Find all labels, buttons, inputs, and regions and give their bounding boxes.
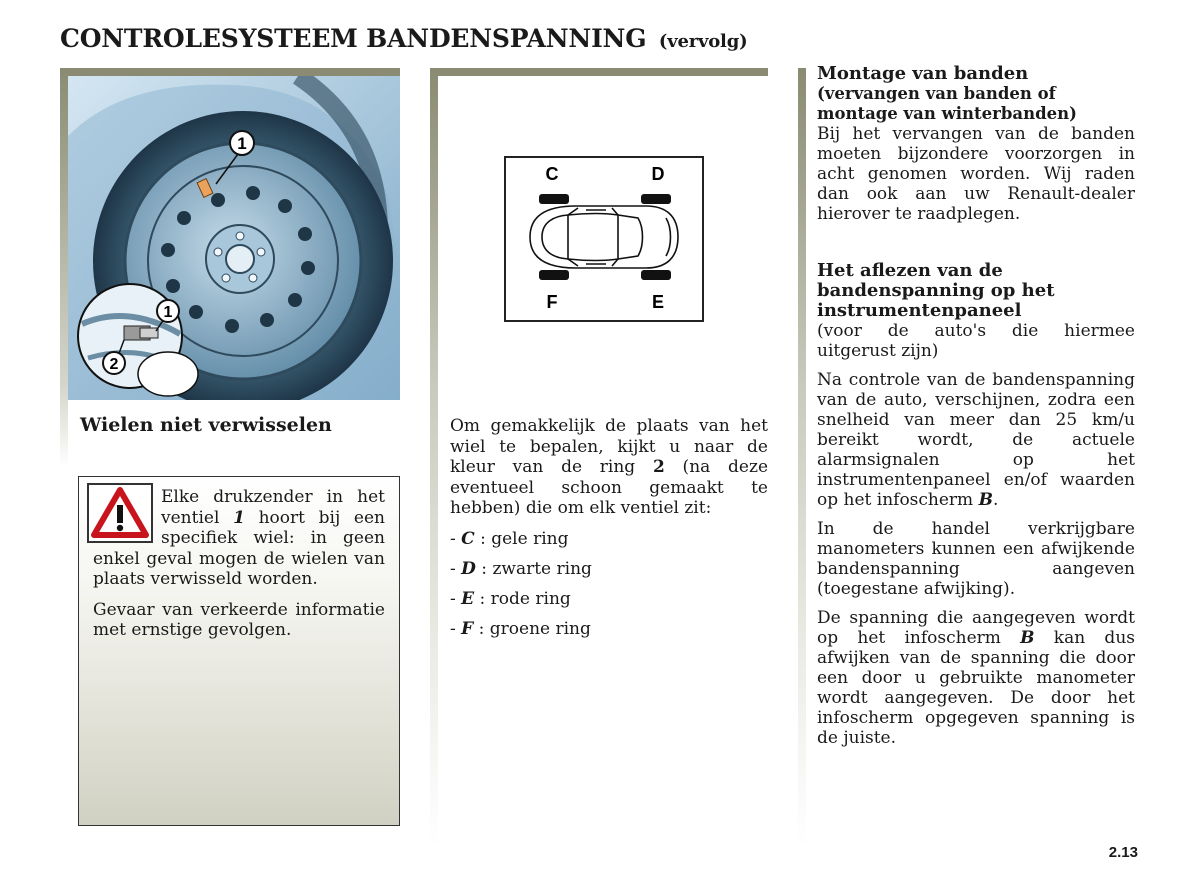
warning-paragraph-2: Gevaar van verkeerde informatie met ernstige gevolgen.	[93, 599, 385, 640]
list-item: - D : zwarte ring	[450, 558, 592, 579]
column1-side-rule	[60, 68, 68, 468]
tire-e	[641, 270, 671, 280]
ring-intro-text: Om gemakkelijk de plaats van het wiel te bepalen, kijkt u naar de kleur van de ring 2 (na deze eventueel schoon gemaakt te hebben) die om elk ventiel zit:	[450, 416, 768, 518]
tire-label-d: D	[651, 164, 665, 184]
column1-top-rule	[60, 68, 400, 76]
pressure-paragraph-2: In de handel verkrijgbare manometers kunnen een afwijkende bandenspanning aangeven (toegestane afwijking).	[817, 519, 1135, 599]
tire-c	[539, 194, 569, 204]
page-number: 2.13	[1108, 844, 1138, 861]
section-title-tire-mounting: Montage van banden	[817, 63, 1029, 84]
warning-text	[93, 487, 385, 651]
list-item: - E : rode ring	[450, 588, 571, 609]
inset-callout-1: 1	[163, 304, 173, 321]
section-note-pressure-reading: (voor de auto's die hiermee uitgerust zijn)	[817, 321, 1135, 361]
warning-box	[78, 476, 400, 826]
column3-side-rule	[798, 68, 806, 848]
car-top-view-icon	[530, 206, 678, 268]
page-title-subtitle: (vervolg)	[658, 31, 748, 52]
pressure-paragraph-3: De spanning die aangegeven wordt op het infoscherm B kan dus afwijken van de spanning die door een door u gebruikte manometer wordt aangegeven. De door het infoscherm opgegeven spanning is de juiste.	[817, 608, 1135, 748]
column3-text	[817, 64, 1135, 757]
tire-label-f: F	[546, 292, 558, 312]
tire-position-diagram	[504, 156, 704, 322]
column2-side-rule	[430, 68, 438, 848]
tire-label-c: C	[545, 164, 559, 184]
tire-f	[539, 270, 569, 280]
photo-callout-1: 1	[237, 134, 247, 153]
list-item: - F : groene ring	[450, 618, 591, 639]
warning-paragraph-1: Elke drukzender in het ventiel 1 hoort bij een specifiek wiel: in geen enkel geval mogen de wielen van plaats verwisseld worden.	[93, 487, 385, 589]
tire-d	[641, 194, 671, 204]
tire-label-e: E	[651, 292, 665, 312]
page-title	[60, 24, 747, 53]
section-title-pressure-reading: Het aflezen van de bandenspanning op het instrumentenpaneel	[817, 260, 1055, 321]
section-body-tire-mounting: Bij het vervangen van de banden moeten bijzondere voorzorgen in acht genomen worden. Wij raden dan ook aan uw Renault-dealer hierover te raadplegen.	[817, 124, 1135, 224]
section-subtitle-tire-mounting: (vervangen van banden of montage van winterbanden)	[817, 84, 1077, 123]
wheels-heading: Wielen niet verwisselen	[80, 414, 332, 436]
column2-top-rule	[430, 68, 768, 76]
inset-callout-2: 2	[109, 356, 119, 373]
ring-color-explanation	[450, 416, 768, 649]
page-title-main: CONTROLESYSTEEM BANDENSPANNING	[60, 24, 647, 53]
pressure-paragraph-1: Na controle van de bandenspanning van de auto, verschijnen, zodra een snelheid van meer dan 25 km/u bereikt wordt, de actuele alarmsignalen op het instrumentenpaneel en/of waarden op het infoscherm B.	[817, 370, 1135, 510]
ring-color-list	[450, 529, 768, 640]
wheel-valve-photo	[68, 76, 400, 400]
list-item: - C : gele ring	[450, 528, 569, 549]
